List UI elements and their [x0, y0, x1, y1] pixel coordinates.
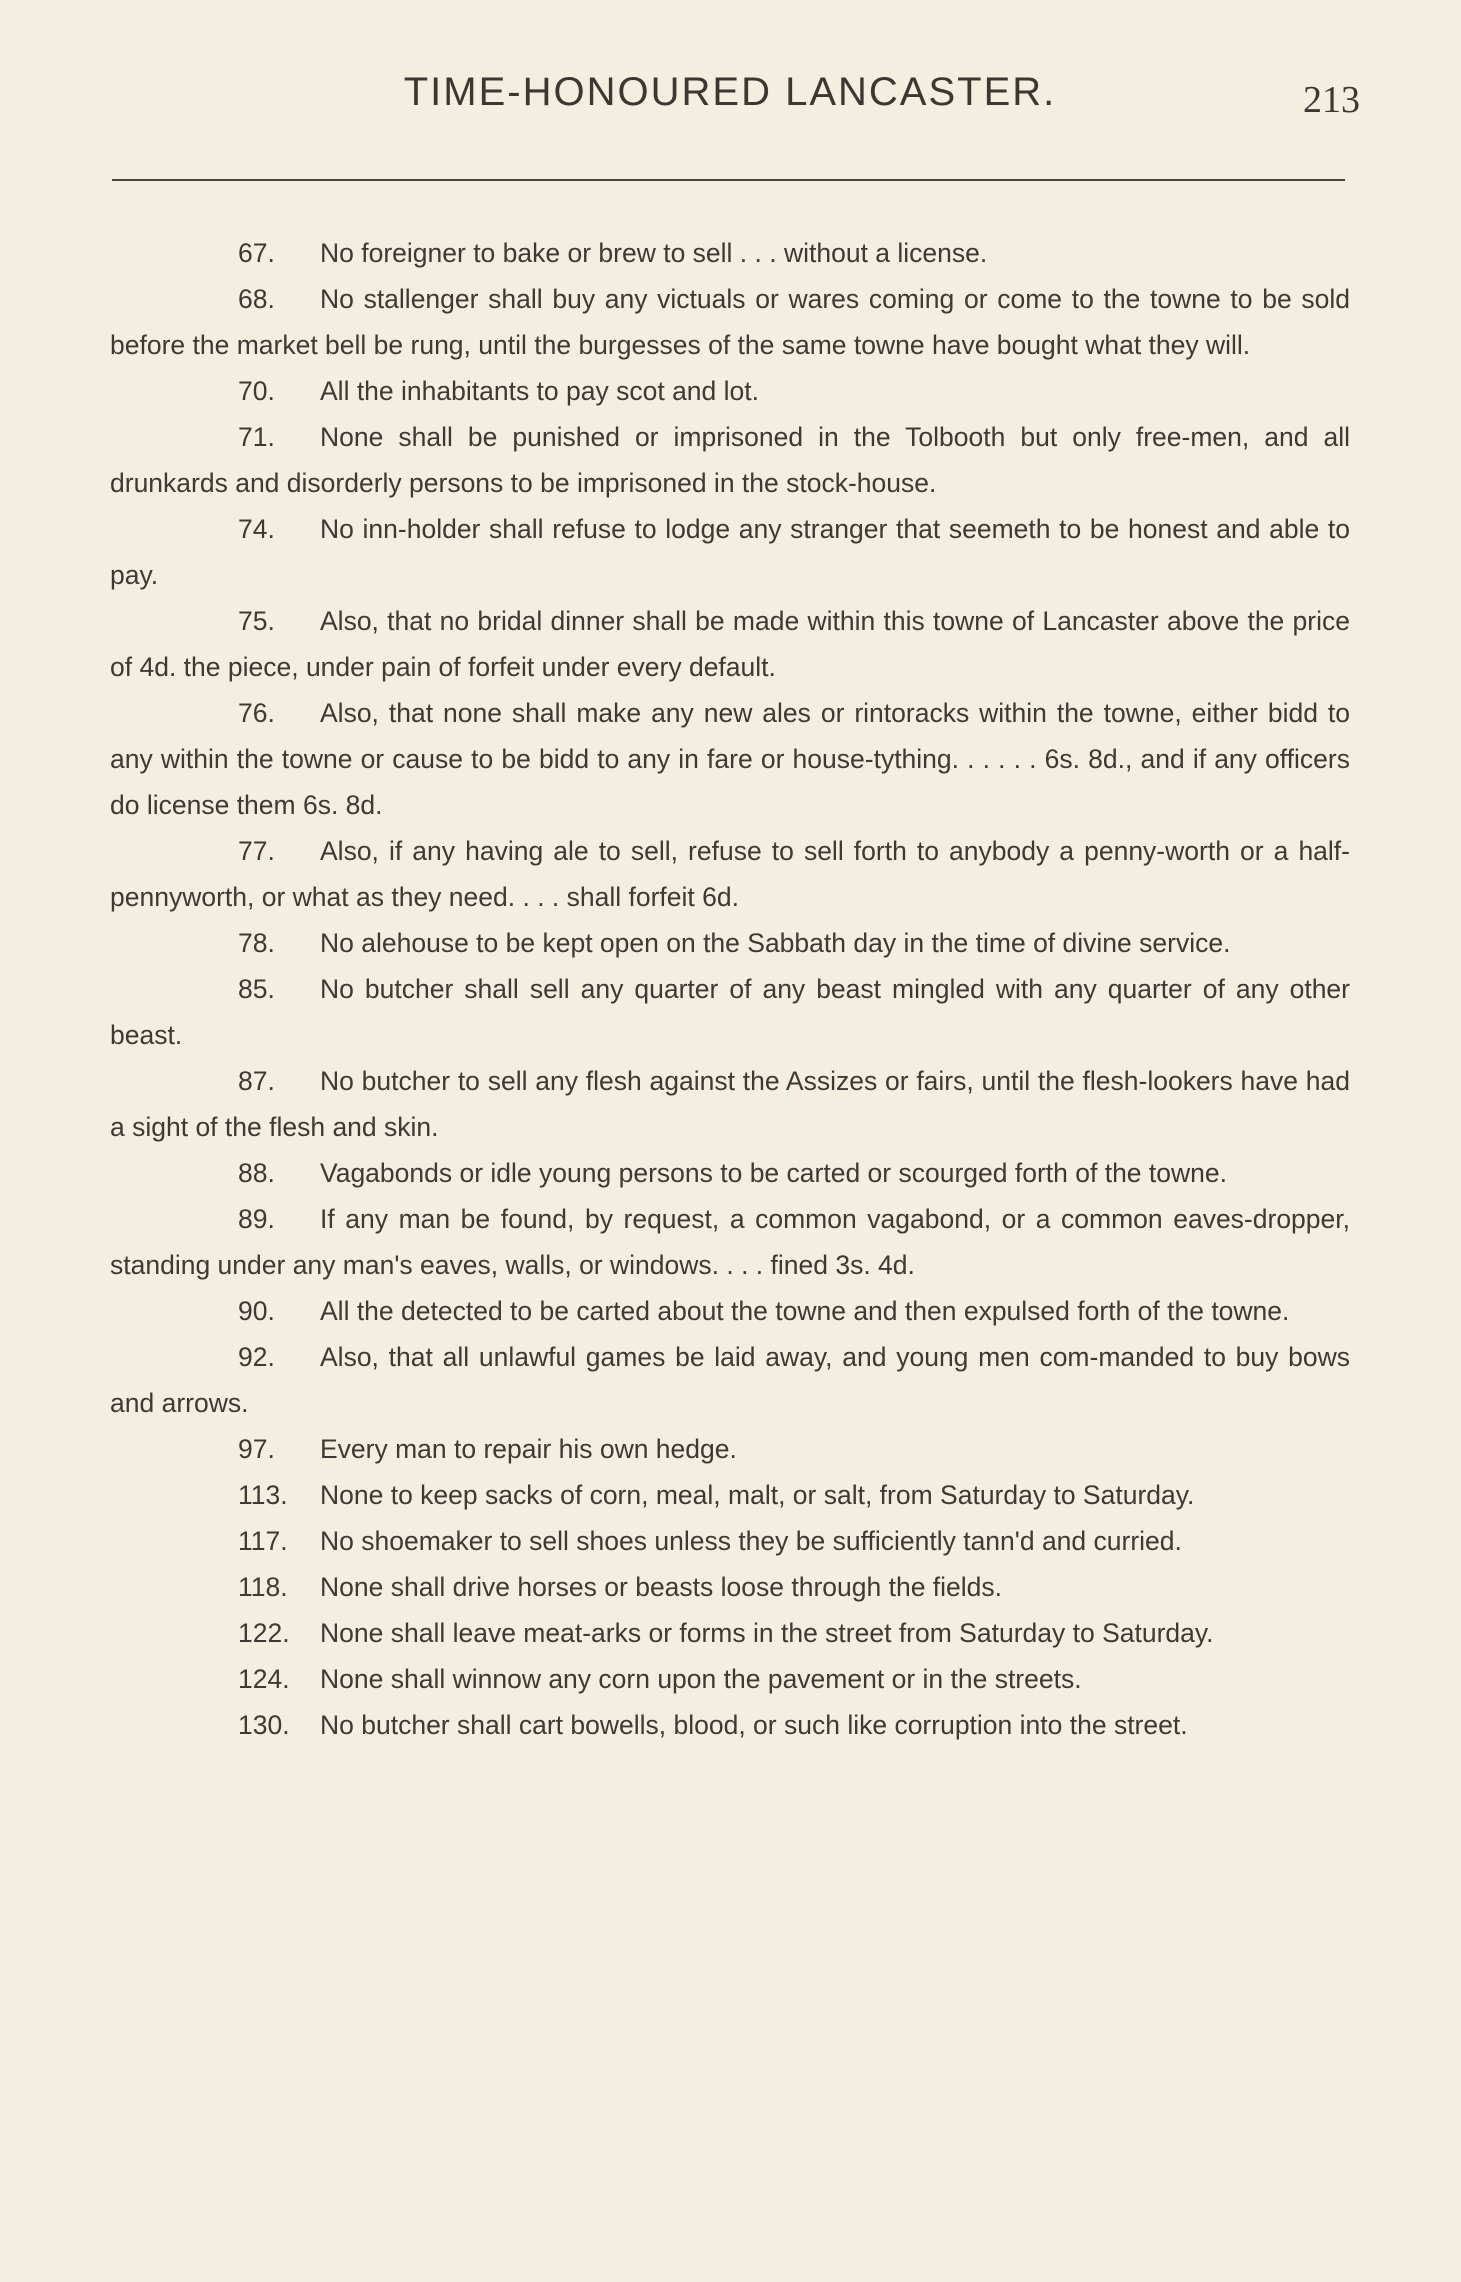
rule-text: No stallenger shall buy any victuals or wares coming or come to the towne to be sold before the market bell be rung, until the burgesses of the same towne have bought what they will. — [110, 284, 1350, 360]
rule-text: Also, that no bridal dinner shall be made within this towne of Lancaster above the price of 4d. the piece, under pain of forfeit under every default. — [110, 606, 1350, 682]
rule-item — [110, 1196, 1350, 1288]
rule-item — [110, 966, 1350, 1058]
rule-number: 85. — [238, 974, 275, 1004]
rule-item — [110, 690, 1350, 828]
rule-number: 113. — [238, 1480, 288, 1510]
running-title: TIME-HONOURED LANCASTER. — [403, 70, 1057, 114]
rule-text: No alehouse to be kept open on the Sabbath day in the time of divine service. — [320, 928, 1231, 958]
rule-text: No foreigner to bake or brew to sell . . . without a license. — [320, 238, 988, 268]
rule-text: No shoemaker to sell shoes unless they be sufficiently tann'd and curried. — [320, 1526, 1182, 1556]
rule-item — [110, 828, 1350, 920]
rule-item — [110, 598, 1350, 690]
rule-text: Also, that none shall make any new ales or rintoracks within the towne, either bidd to any within the towne or cause to be bidd to any in fare or house-tything. . . . . . 6s. 8d., and if any officers do license them 6s. 8d. — [110, 698, 1350, 820]
rule-item — [110, 1564, 1350, 1610]
page-number: 213 — [1303, 79, 1360, 121]
rule-number: 92. — [238, 1342, 275, 1372]
header-rule — [112, 179, 1345, 181]
rule-number: 124. — [238, 1664, 290, 1694]
rule-number: 75. — [238, 606, 275, 636]
rule-number: 78. — [238, 928, 275, 958]
rule-text: All the detected to be carted about the towne and then expulsed forth of the towne. — [320, 1296, 1290, 1326]
rule-number: 117. — [238, 1526, 288, 1556]
rule-number: 77. — [238, 836, 275, 866]
rule-text: None shall be punished or imprisoned in the Tolbooth but only free-men, and all drunkards and disorderly persons to be imprisoned in the stock-house. — [110, 422, 1350, 498]
rule-text: None shall winnow any corn upon the pavement or in the streets. — [320, 1664, 1082, 1694]
rule-item — [110, 1610, 1350, 1656]
rule-text: No inn-holder shall refuse to lodge any stranger that seemeth to be honest and able to pay. — [110, 514, 1350, 590]
rule-text: None to keep sacks of corn, meal, malt, or salt, from Saturday to Saturday. — [320, 1480, 1195, 1510]
rule-number: 68. — [238, 284, 275, 314]
rule-item — [110, 368, 1350, 414]
rule-number: 89. — [238, 1204, 275, 1234]
rule-number: 74. — [238, 514, 275, 544]
rule-number: 88. — [238, 1158, 275, 1188]
rule-text: All the inhabitants to pay scot and lot. — [320, 376, 759, 406]
rule-number: 87. — [238, 1066, 275, 1096]
rule-text: Also, that all unlawful games be laid away, and young men com-manded to buy bows and arrows. — [110, 1342, 1350, 1418]
rule-item — [110, 1150, 1350, 1196]
rule-text: No butcher shall sell any quarter of any beast mingled with any quarter of any other beast. — [110, 974, 1350, 1050]
rule-item — [110, 1288, 1350, 1334]
rule-item — [110, 1518, 1350, 1564]
rules-list — [110, 230, 1350, 1748]
rule-item — [110, 1472, 1350, 1518]
rule-text: No butcher shall cart bowells, blood, or such like corruption into the street. — [320, 1710, 1188, 1740]
rule-number: 118. — [238, 1572, 288, 1602]
rule-number: 71. — [238, 422, 275, 452]
rule-number: 90. — [238, 1296, 275, 1326]
rule-text: Every man to repair his own hedge. — [320, 1434, 737, 1464]
rule-number: 70. — [238, 376, 275, 406]
rule-text: None shall leave meat-arks or forms in the street from Saturday to Saturday. — [320, 1618, 1214, 1648]
rule-item — [110, 1058, 1350, 1150]
rule-item — [110, 414, 1350, 506]
rule-item — [110, 1426, 1350, 1472]
rule-number: 130. — [238, 1710, 290, 1740]
rule-text: Vagabonds or idle young persons to be carted or scourged forth of the towne. — [320, 1158, 1227, 1188]
rule-text: Also, if any having ale to sell, refuse to sell forth to anybody a penny-worth or a half-pennyworth, or what as they need. . . . shall forfeit 6d. — [110, 836, 1350, 912]
rule-item — [110, 1334, 1350, 1426]
rule-text: If any man be found, by request, a common vagabond, or a common eaves-dropper, standing under any man's eaves, walls, or windows. . . . fined 3s. 4d. — [110, 1204, 1350, 1280]
rule-item — [110, 230, 1350, 276]
rule-item — [110, 276, 1350, 368]
rule-number: 67. — [238, 238, 275, 268]
rule-text: No butcher to sell any flesh against the Assizes or fairs, until the flesh-lookers have had a sight of the flesh and skin. — [110, 1066, 1350, 1142]
page-header — [110, 70, 1360, 130]
rule-item — [110, 506, 1350, 598]
rule-number: 97. — [238, 1434, 275, 1464]
rule-number: 122. — [238, 1618, 290, 1648]
rule-item — [110, 1702, 1350, 1748]
rule-text: None shall drive horses or beasts loose through the fields. — [320, 1572, 1003, 1602]
rule-number: 76. — [238, 698, 275, 728]
rule-item — [110, 920, 1350, 966]
rule-item — [110, 1656, 1350, 1702]
